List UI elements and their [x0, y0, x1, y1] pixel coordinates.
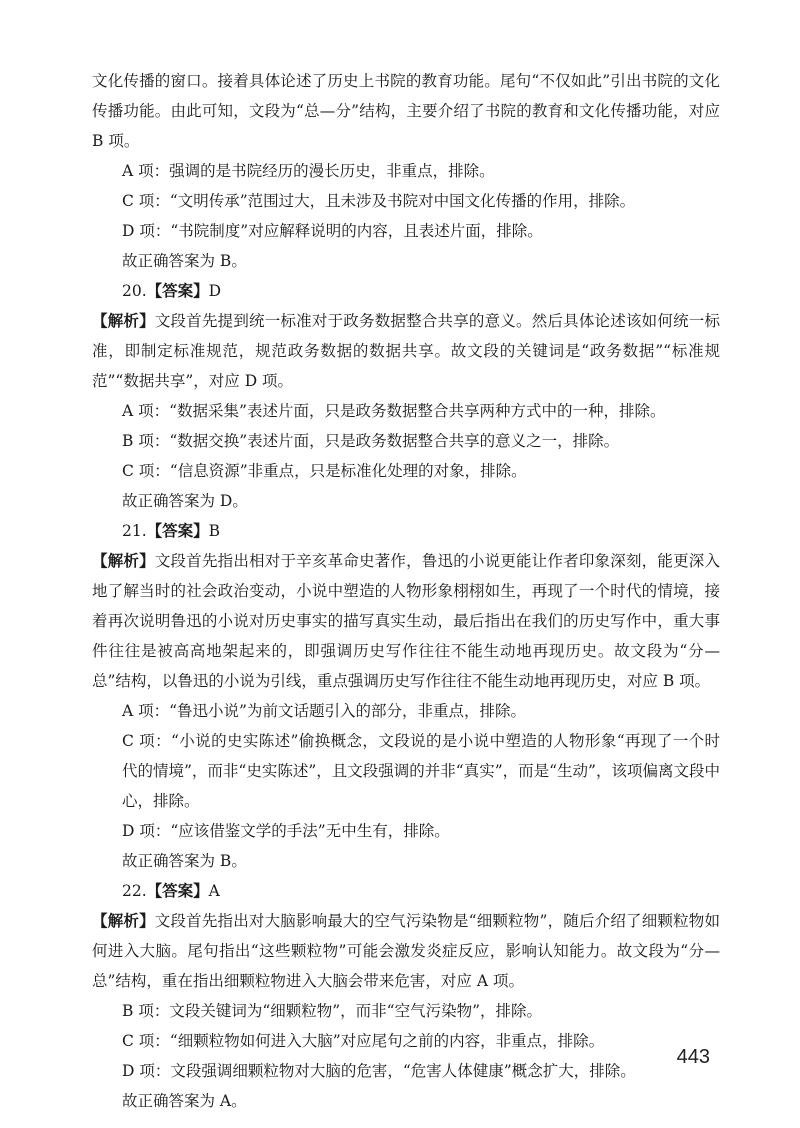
- option-a-line: A 项：“鲁迅小说”为前文话题引入的部分，非重点，排除。: [122, 702, 526, 720]
- option-d-line: D 项：“书院制度”对应解释说明的内容，且表述片面，排除。: [122, 222, 543, 240]
- answer-label: 【答案】: [146, 881, 209, 900]
- answer-letter: D: [208, 282, 222, 300]
- answer-heading-22: [92, 876, 720, 906]
- option-c-line: C 项：“细颗粒物如何进入大脑”对应尾句之前的内容，非重点，排除。: [122, 1032, 605, 1050]
- answer-letter: A: [208, 882, 220, 900]
- option-c-line: C 项：“文明传承”范围过大，且未涉及书院对中国文化传播的作用，排除。: [122, 192, 636, 210]
- analysis-paragraph-20: [92, 306, 720, 396]
- option-a-line: A 项：“数据采集”表述片面，只是政务数据整合共享两种方式中的一种，排除。: [122, 402, 666, 420]
- conclusion-line: 故正确答案为 A。: [122, 1092, 247, 1110]
- option-b-line: B 项：文段关键词为“细颗粒物”，而非“空气污染物”，排除。: [122, 1002, 543, 1020]
- answer-label: 【答案】: [146, 521, 209, 540]
- analysis-label: 【解析】: [92, 551, 155, 570]
- conclusion-line: 故正确答案为 B。: [122, 852, 247, 870]
- analysis-label: 【解析】: [92, 311, 155, 330]
- document-body: [92, 66, 720, 1116]
- option-d-line: D 项：文段强调细颗粒物对大脑的危害，“危害人体健康”概念扩大，排除。: [122, 1062, 636, 1080]
- answer-label: 【答案】: [146, 281, 209, 300]
- question-number: 21.: [122, 522, 147, 540]
- analysis-text: 文段首先指出对大脑影响最大的空气污染物是“细颗粒物”，随后介绍了细颗粒物如何进入大脑。尾句指出“这些颗粒物”可能会激发炎症反应，影响认知能力。故文段为“分—总”结构，重在指出细颗粒物进入大脑会带来危害，对应 A 项。: [92, 912, 720, 990]
- analysis-text: 文段首先指出相对于辛亥革命史著作，鲁迅的小说更能让作者印象深刻，能更深入地了解当时的社会政治变动，小说中塑造的人物形象栩栩如生，再现了一个时代的情境，接着再次说明鲁迅的小说对历史事实的描写真实生动，最后指出在我们的历史写作中，重大事件往往是被高高地架起来的，即强调历史写作往往不能生动地再现历史。故文段为“分—总”结构，以鲁迅的小说为引线，重点强调历史写作往往不能生动地再现历史，对应 B 项。: [92, 552, 720, 690]
- conclusion-line: 故正确答案为 D。: [122, 492, 248, 510]
- analysis-paragraph-22: [92, 906, 720, 996]
- paragraph-intro: 文化传播的窗口。接着具体论述了历史上书院的教育功能。尾句“不仅如此”引出书院的文化传播功能。由此可知，文段为“总—分”结构，主要介绍了书院的教育和文化传播功能，对应 B 项。: [92, 72, 720, 150]
- page-number: 443: [676, 1046, 710, 1068]
- option-c-line: C 项：“信息资源”非重点，只是标准化处理的对象，排除。: [122, 462, 527, 480]
- option-b-line: B 项：“数据交换”表述片面，只是政务数据整合共享的意义之一，排除。: [122, 432, 620, 450]
- question-number: 22.: [122, 882, 147, 900]
- question-number: 20.: [122, 282, 147, 300]
- option-a-line: A 项：强调的是书院经历的漫长历史，非重点，排除。: [122, 162, 495, 180]
- analysis-text: 文段首先提到统一标准对于政务数据整合共享的意义。然后具体论述该如何统一标准，即制定标准规范，规范政务数据的数据共享。故文段的关键词是“政务数据”“标准规范”“数据共享”，对应 D 项。: [92, 312, 720, 390]
- option-d-line: D 项：“应该借鉴文学的手法”无中生有，排除。: [122, 822, 450, 840]
- analysis-label: 【解析】: [92, 911, 155, 930]
- analysis-paragraph-21: [92, 546, 720, 696]
- answer-letter: B: [208, 522, 221, 540]
- option-c-line: C 项：“小说的史实陈述”偷换概念，文段说的是小说中塑造的人物形象“再现了一个时代的情境”，而非“史实陈述”，且文段强调的并非“真实”，而是“生动”，该项偏离文段中心，排除。: [122, 732, 720, 810]
- answer-heading-21: [92, 516, 720, 546]
- conclusion-line: 故正确答案为 B。: [122, 252, 247, 270]
- answer-heading-20: [92, 276, 720, 306]
